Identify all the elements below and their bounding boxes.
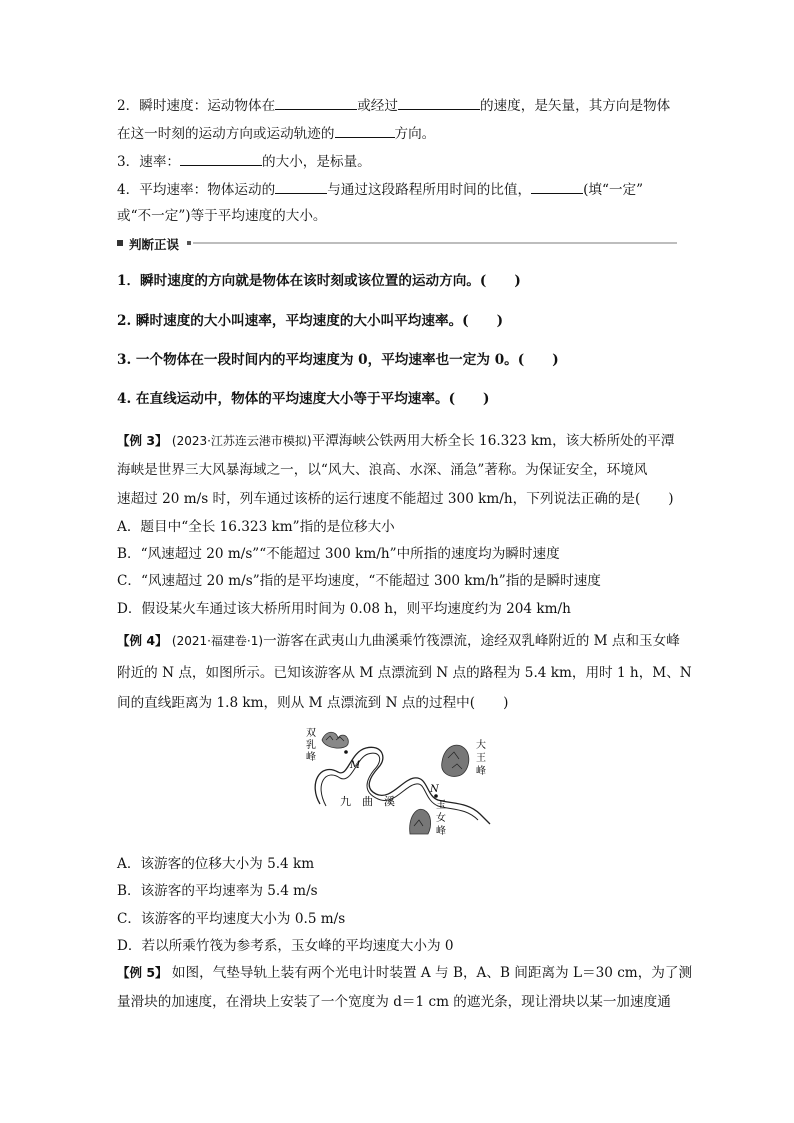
ex4-option-d[interactable]: D．若以所乘竹筏为参考系，玉女峰的平均速度大小为 0 — [117, 938, 454, 954]
ex4-option-c[interactable]: C．该游客的平均速度大小为 0.5 m/s — [117, 911, 346, 927]
section-rule — [193, 242, 677, 244]
svg-text:大: 大 — [476, 740, 486, 751]
fill-blank[interactable] — [531, 180, 583, 194]
point-m-label: M — [350, 760, 361, 771]
peak-label-bottom — [436, 799, 446, 837]
point-n-label: N — [430, 784, 439, 795]
section-title: 判断正误 — [129, 237, 180, 252]
concept-line-2b: 在这一时刻的运动方向或运动轨迹的 方向。 — [117, 126, 436, 142]
example-source: (2023·江苏连云港市模拟) — [171, 434, 312, 448]
ex3-option-c[interactable]: C．“风速超过 20 m/s”指的是平均速度，“不能超过 300 km/h”指的是瞬时速度 — [117, 573, 601, 589]
svg-text:玉: 玉 — [436, 800, 446, 811]
fill-blank[interactable] — [398, 96, 480, 110]
river-label: 九 曲 溪 — [340, 795, 395, 808]
example-label: 【例 3】 — [117, 433, 168, 448]
ex5-line-2: 量滑块的加速度，在滑块上安装了一个宽度为 d＝1 cm 的遮光条，现让滑块以某一加速度通 — [117, 994, 671, 1010]
ex4-line-2: 附近的 N 点，如图所示。已知该游客从 M 点漂流到 N 点的路程为 5.4 km，用时 1 h，M、N — [117, 665, 692, 681]
ex4-line-1: 【例 4】 (2021·福建卷·1)一游客在武夷山九曲溪乘竹筏漂流，途经双乳峰附近的 M 点和玉女峰 — [117, 633, 680, 649]
section-dot-icon — [187, 241, 191, 245]
jiuqu-river-map — [290, 722, 500, 842]
concept-line-3: 3．速率： 的大小，是标量。 — [117, 154, 371, 170]
ex4-option-a[interactable]: A．该游客的位移大小为 5.4 km — [117, 856, 315, 872]
svg-text:乳: 乳 — [306, 740, 316, 751]
ex3-option-a[interactable]: A．题目中“全长 16.323 km”指的是位移大小 — [117, 519, 395, 535]
svg-text:王: 王 — [476, 753, 486, 764]
mountain-left-icon — [322, 732, 348, 748]
example-label: 【例 5】 — [117, 965, 168, 980]
ex3-line-3: 速超过 20 m/s 时，列车通过该桥的运行速度不能超过 300 km/h，下列说法正确的是( ) — [117, 491, 674, 507]
section-marker-icon — [117, 240, 123, 246]
fill-blank[interactable] — [335, 124, 395, 138]
svg-text:女: 女 — [436, 813, 446, 824]
judge-item-2: 2. 瞬时速度的大小叫速率，平均速度的大小叫平均速率。( ) — [117, 313, 504, 329]
judge-item-1: 1．瞬时速度的方向就是物体在该时刻或该位置的运动方向。( ) — [117, 273, 521, 289]
svg-text:峰: 峰 — [306, 752, 316, 763]
concept-line-4: 4．平均速率：物体运动的 与通过这段路程所用时间的比值， (填“一定” — [117, 182, 644, 198]
svg-text:双: 双 — [306, 728, 316, 739]
judge-item-3: 3. 一个物体在一段时间内的平均速度为 0，平均速率也一定为 0。( ) — [117, 352, 559, 368]
ex3-option-d[interactable]: D．假设某火车通过该大桥所用时间为 0.08 h，则平均速度约为 204 km/h — [117, 601, 571, 617]
example-source: (2021·福建卷·1) — [171, 634, 264, 648]
ex3-line-1: 【例 3】 (2023·江苏连云港市模拟)平潭海峡公铁两用大桥全长 16.323 km，该大桥所处的平潭 — [117, 433, 675, 449]
judge-item-4: 4. 在直线运动中，物体的平均速度大小等于平均速率。( ) — [117, 391, 490, 407]
mountain-bottom-icon — [410, 809, 431, 834]
peak-label-right — [476, 738, 486, 777]
concept-line-4b: 或“不一定”)等于平均速度的大小。 — [117, 208, 327, 224]
point-m-marker — [344, 750, 348, 754]
mountain-right-icon — [442, 745, 469, 776]
fill-blank[interactable] — [275, 96, 357, 110]
svg-text:峰: 峰 — [476, 766, 486, 777]
ex5-line-1: 【例 5】 如图，气垫导轨上装有两个光电计时装置 A 与 B，A、B 间距离为 L＝30 cm，为了测 — [117, 965, 693, 981]
section-header — [117, 235, 677, 255]
ex4-option-b[interactable]: B．该游客的平均速率为 5.4 m/s — [117, 883, 318, 899]
concept-line-2: 2．瞬时速度：运动物体在 或经过 的速度，是矢量，其方向是物体 — [117, 98, 671, 114]
ex3-line-2: 海峡是世界三大风暴海域之一，以“风大、浪高、水深、涌急”著称。为保证安全，环境风 — [117, 462, 648, 478]
peak-label-left — [306, 727, 316, 763]
fill-blank[interactable] — [275, 180, 327, 194]
svg-text:峰: 峰 — [436, 826, 446, 837]
fill-blank[interactable] — [180, 152, 262, 166]
ex3-option-b[interactable]: B．“风速超过 20 m/s”“不能超过 300 km/h”中所指的速度均为瞬时速度 — [117, 546, 560, 562]
example-label: 【例 4】 — [117, 633, 168, 648]
ex4-line-3: 间的直线距离为 1.8 km，则从 M 点漂流到 N 点的过程中( ) — [117, 695, 509, 711]
